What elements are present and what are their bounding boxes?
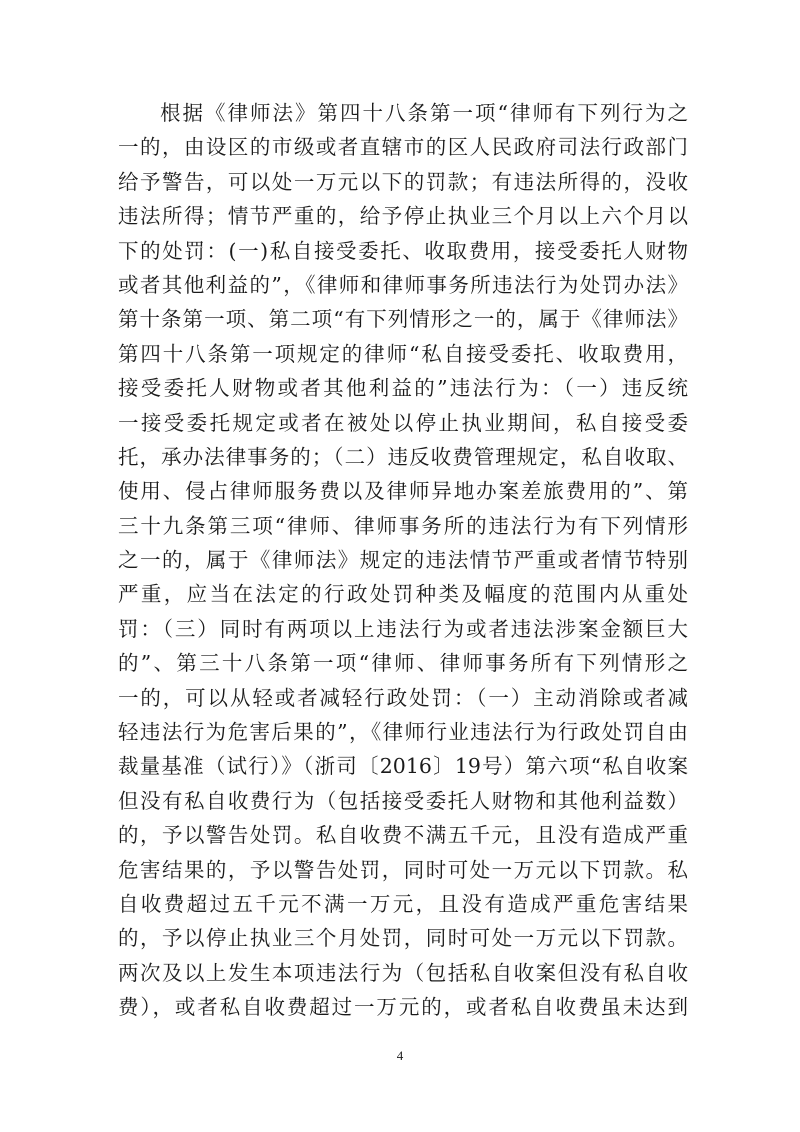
text-line: 费），或者私自收费超过一万元的，或者私自收费虽未达到	[118, 995, 688, 1020]
text-line: 一接受委托规定或者在被处以停止执业期间，私自接受委	[118, 410, 688, 435]
text-line: 两次及以上发生本项违法行为（包括私自收案但没有私自收	[118, 960, 688, 985]
body-text	[118, 96, 688, 1025]
text-line: 之一的，属于《律师法》规定的违法情节严重或者情节特别	[118, 548, 688, 573]
text-line: 或者其他利益的”，《律师和律师事务所违法行为处罚办法》	[118, 272, 688, 297]
text-line: 给予警告，可以处一万元以下的罚款；有违法所得的，没收	[118, 169, 688, 194]
text-line: 一的，由设区的市级或者直辖市的区人民政府司法行政部门	[118, 135, 688, 160]
text-line: 使用、侵占律师服务费以及律师异地办案差旅费用的”、第	[118, 479, 688, 504]
text-line: 自收费超过五千元不满一万元，且没有造成严重危害结果	[118, 891, 688, 916]
text-line: 第四十八条第一项规定的律师“私自接受委托、收取费用，	[118, 341, 688, 366]
text-line: 第十条第一项、第二项“有下列情形之一的，属于《律师法》	[118, 307, 688, 332]
text-line: 下的处罚：(一)私自接受委托、收取费用，接受委托人财物	[118, 238, 688, 263]
page-number: 4	[396, 1048, 404, 1063]
text-line: 裁量基准（试行）》（浙司〔2016〕19号）第六项“私自收案	[118, 754, 688, 779]
text-line: 托，承办法律事务的；（二）违反收费管理规定，私自收取、	[118, 444, 688, 469]
text-line: 三十九条第三项“律师、律师事务所的违法行为有下列情形	[118, 513, 688, 538]
text-line: 罚：（三）同时有两项以上违法行为或者违法涉案金额巨大	[118, 616, 688, 641]
text-line: 违法所得；情节严重的，给予停止执业三个月以上六个月以	[118, 204, 688, 229]
text-line: 的”、第三十八条第一项“律师、律师事务所有下列情形之	[118, 651, 688, 676]
text-line: 一的，可以从轻或者减轻行政处罚：（一）主动消除或者减	[118, 685, 688, 710]
text-line: 但没有私自收费行为（包括接受委托人财物和其他利益数）	[118, 788, 688, 813]
text-line: 的，予以警告处罚。私自收费不满五千元，且没有造成严重	[118, 823, 688, 848]
text-line: 严重，应当在法定的行政处罚种类及幅度的范围内从重处	[118, 582, 688, 607]
text-line: 轻违法行为危害后果的”，《律师行业违法行为行政处罚自由	[118, 720, 688, 745]
text-line: 危害结果的，予以警告处罚，同时可处一万元以下罚款。私	[118, 857, 688, 882]
text-line: 接受委托人财物或者其他利益的”违法行为：（一）违反统	[118, 376, 688, 401]
text-line: 的，予以停止执业三个月处罚，同时可处一万元以下罚款。	[118, 926, 688, 951]
text-line: 根据《律师法》第四十八条第一项“律师有下列行为之	[160, 101, 688, 125]
